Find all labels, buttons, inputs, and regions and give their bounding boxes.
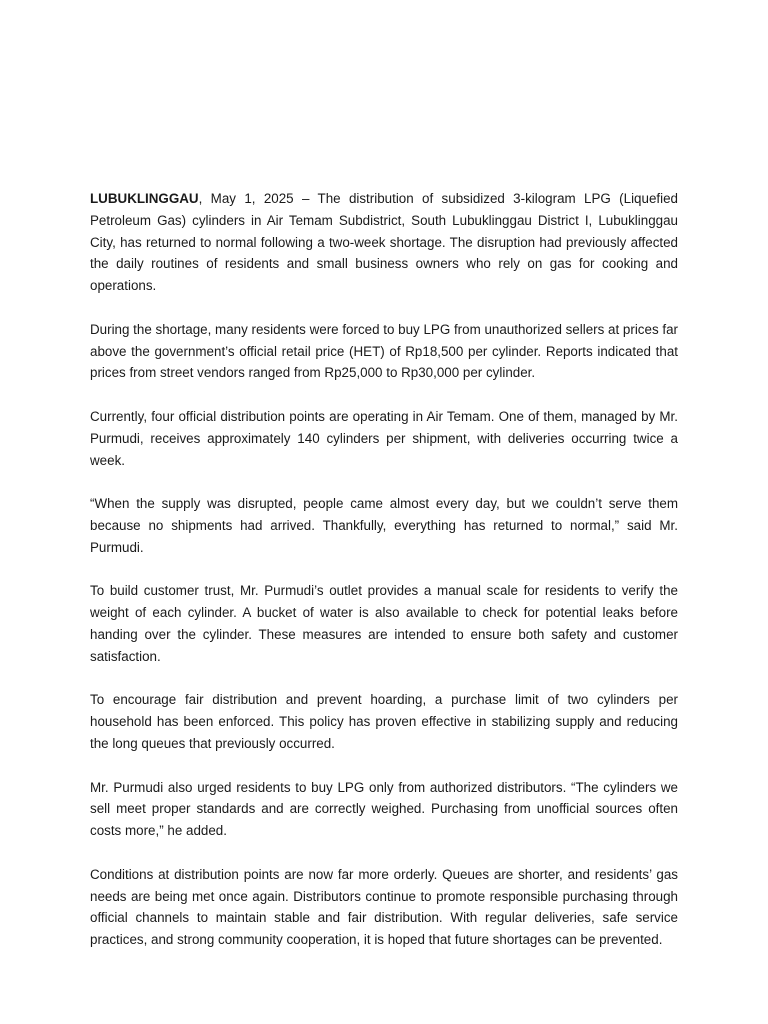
paragraph-5: To build customer trust, Mr. Purmudi’s outlet provides a manual scale for residents to verify the weight of each cylinder. A bucket of water is also available to check for potential leaks before handing over the cylinder. These measures are intended to ensure both safety and customer satisfaction. [90,583,678,664]
paragraph-2: During the shortage, many residents were forced to buy LPG from unauthorized sellers at prices far above the government’s official retail price (HET) of Rp18,500 per cylinder. Reports indicated that prices from street vendors ranged from Rp25,000 to Rp30,000 per cylinder. [90,321,678,381]
paragraph-3: Currently, four official distribution points are operating in Air Temam. One of them, managed by Mr. Purmudi, receives approximately 140 cylinders per shipment, with deliveries occurring twice a week. [90,408,678,468]
article-body [90,188,678,973]
paragraph-1-text: , May 1, 2025 – The distribution of subsidized 3-kilogram LPG (Liquefied Petroleum Gas) cylinders in Air Temam Subdistrict, South Lubuklinggau District I, Lubuklinggau City, has returned to normal following a two-week shortage. The disruption had previously affected the daily routines of residents and small business owners who rely on gas for cooking and operations. [90,191,678,294]
paragraph-4: “When the supply was disrupted, people came almost every day, but we couldn’t serve them because no shipments had arrived. Thankfully, everything has returned to normal,” said Mr. Purmudi. [90,496,678,555]
dateline: LUBUKLINGGAU [90,191,199,206]
paragraph-8: Conditions at distribution points are now far more orderly. Queues are shorter, and residents’ gas needs are being met once again. Distributors continue to promote responsible purchasing through official channels to maintain stable and fair distribution. With regular deliveries, safe service practices, and strong community cooperation, it is hoped that future shortages can be prevented. [90,866,678,948]
paragraph-6: To encourage fair distribution and prevent hoarding, a purchase limit of two cylinders per household has been enforced. This policy has proven effective in stabilizing supply and reducing the long queues that previously occurred. [90,692,678,751]
paragraph-7: Mr. Purmudi also urged residents to buy LPG only from authorized distributors. “The cylinders we sell meet proper standards and are correctly weighed. Purchasing from unofficial sources often costs more,” he added. [90,779,678,839]
paragraph-1 [90,188,678,297]
